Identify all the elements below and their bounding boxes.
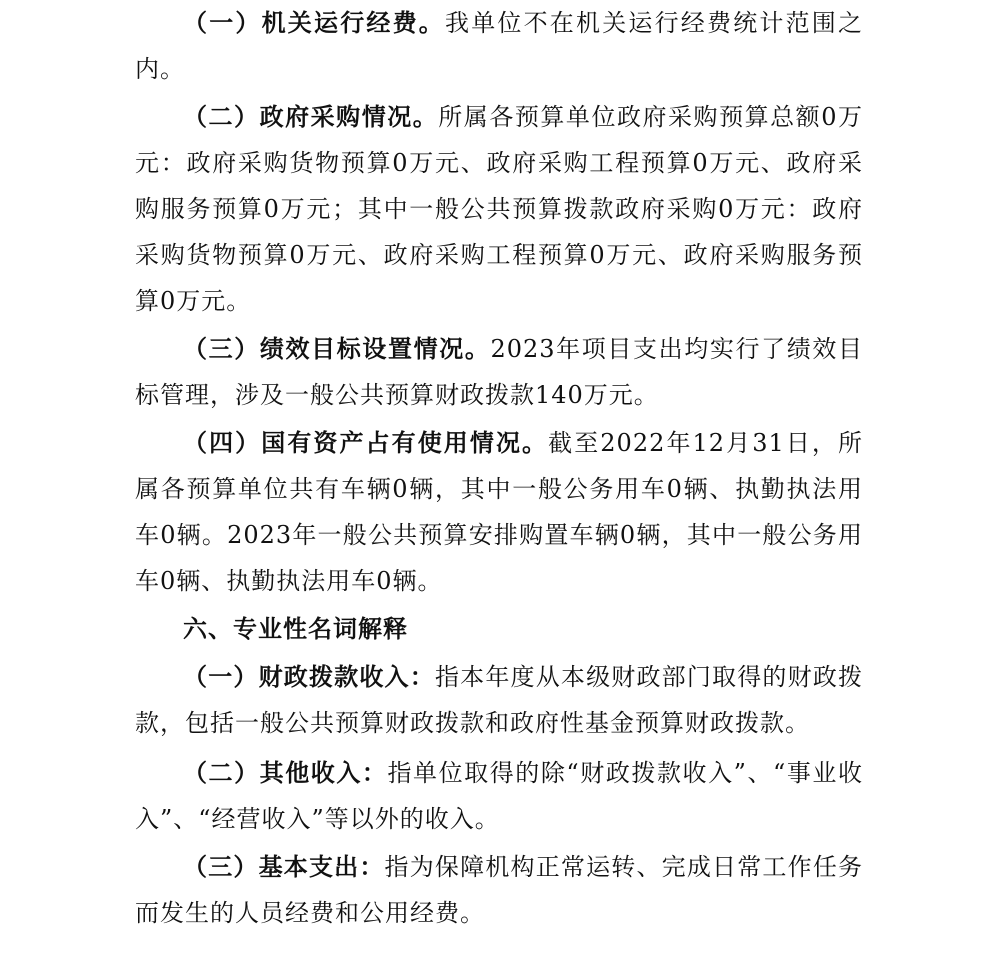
definition-text: 指本年度从本级财政部门取得的财政拨款，包括一般公共预算财政拨款和政府性基金预算财政拨款。 — [135, 663, 864, 737]
paragraph-lead: （三）绩效目标设置情况。 — [183, 334, 491, 363]
definition-fiscal-appropriation-income — [135, 654, 863, 746]
paragraph-operating-expenses — [135, 0, 863, 92]
paragraph-government-procurement — [135, 94, 863, 324]
definition-term: （二）其他收入： — [183, 758, 388, 787]
paragraph-lead: （二）政府采购情况。 — [183, 102, 439, 131]
paragraph-state-assets — [135, 420, 863, 604]
paragraph-body: 截至2022年12月31日，所属各预算单位共有车辆0辆，其中一般公务用车0辆、执勤执法用车0辆。2023年一般公共预算安排购置车辆0辆，其中一般公务用车0辆、执勤执法用车0辆。 — [135, 429, 864, 595]
paragraph-lead: （四）国有资产占有使用情况。 — [183, 428, 549, 457]
paragraph-lead: （一）机关运行经费。 — [183, 8, 445, 37]
paragraph-performance-targets — [135, 326, 863, 418]
definition-text: 指为保障机构正常运转、完成日常工作任务而发生的人员经费和公用经费。 — [135, 853, 864, 927]
section-heading: 六、专业性名词解释 — [183, 614, 408, 643]
paragraph-body: 所属各预算单位政府采购预算总额0万元：政府采购货物预算0万元、政府采购工程预算0万元、政府采购服务预算0万元；其中一般公共预算拨款政府采购0万元：政府采购货物预算0万元、政府采购工程预算0万元、政府采购服务预算0万元。 — [135, 103, 863, 315]
definition-other-income — [135, 750, 863, 842]
definition-term: （一）财政拨款收入： — [183, 662, 435, 691]
paragraph-body: 我单位不在机关运行经费统计范围之内。 — [135, 9, 863, 83]
paragraph-body: 2023年项目支出均实行了绩效目标管理，涉及一般公共预算财政拨款140万元。 — [135, 335, 864, 409]
document-page — [135, 0, 863, 936]
definition-text: 指单位取得的除“财政拨款收入”、“事业收入”、“经营收入”等以外的收入。 — [135, 759, 863, 833]
definition-term: （三）基本支出： — [183, 852, 385, 881]
definition-basic-expenditure — [135, 844, 863, 936]
